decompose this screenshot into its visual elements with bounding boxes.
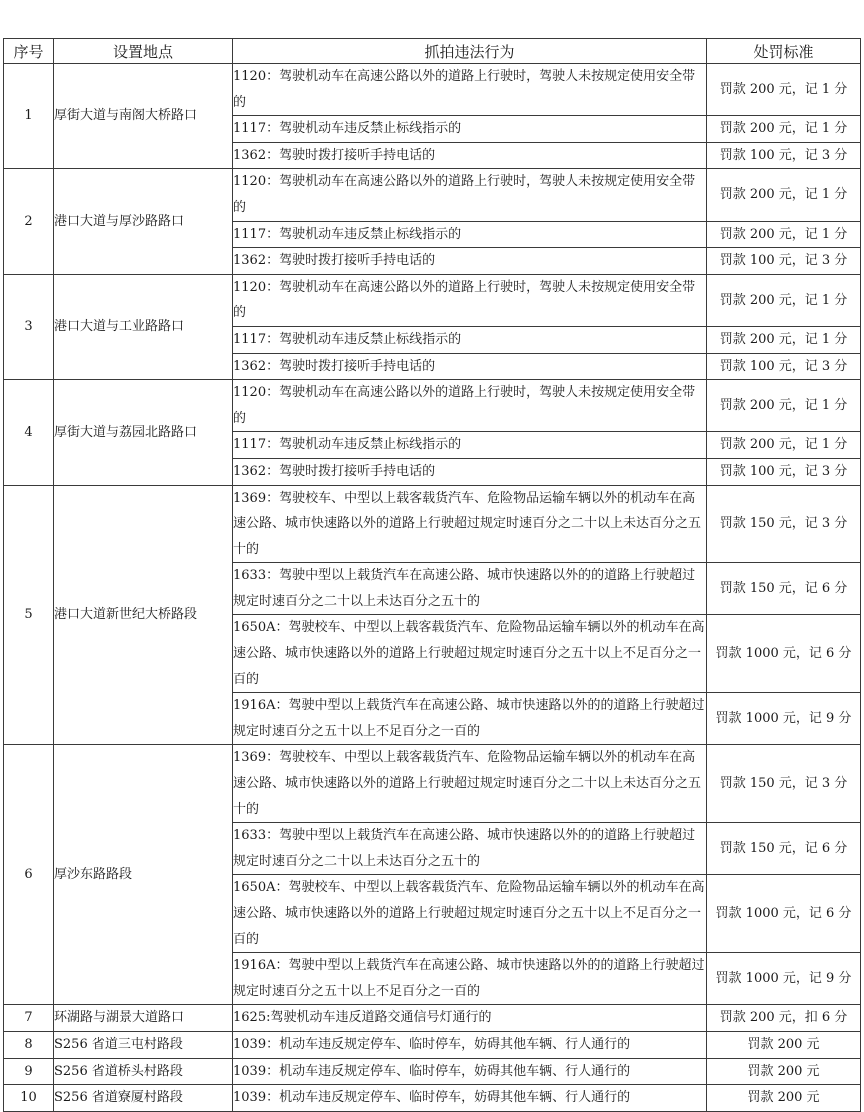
penalty-cell: 罚款 100 元，记 3 分 xyxy=(707,142,861,169)
table-row xyxy=(4,1085,861,1112)
table-row xyxy=(4,485,861,563)
location-cell: 港口大道与厚沙路路口 xyxy=(54,169,233,274)
behavior-cell: 1120：驾驶机动车在高速公路以外的道路上行驶时，驾驶人未按规定使用安全带的 xyxy=(233,64,707,116)
location-cell: 厚街大道与荔园北路路口 xyxy=(54,380,233,485)
behavior-cell: 1362：驾驶时拨打接听手持电话的 xyxy=(233,458,707,485)
penalty-cell: 罚款 200 元 xyxy=(707,1031,861,1058)
header-no: 序号 xyxy=(4,39,54,64)
row-number: 8 xyxy=(4,1031,54,1058)
violation-table xyxy=(3,38,861,1112)
location-cell: 港口大道新世纪大桥路段 xyxy=(54,485,233,745)
location-cell: 环湖路与湖景大道路口 xyxy=(54,1005,233,1032)
penalty-cell: 罚款 200 元 xyxy=(707,1085,861,1112)
behavior-cell: 1117：驾驶机动车违反禁止标线指示的 xyxy=(233,116,707,143)
table-row xyxy=(4,1031,861,1058)
behavior-cell: 1369：驾驶校车、中型以上载客载货汽车、危险物品运输车辆以外的机动车在高速公路、城市快速路以外的道路上行驶超过规定时速百分之二十以上未达百分之五十的 xyxy=(233,485,707,563)
behavior-cell: 1120：驾驶机动车在高速公路以外的道路上行驶时，驾驶人未按规定使用安全带的 xyxy=(233,274,707,326)
penalty-cell: 罚款 200 元 xyxy=(707,1058,861,1085)
behavior-cell: 1117：驾驶机动车违反禁止标线指示的 xyxy=(233,432,707,459)
penalty-cell: 罚款 150 元，记 6 分 xyxy=(707,823,861,875)
header-behavior: 抓拍违法行为 xyxy=(233,39,707,64)
behavior-cell: 1117：驾驶机动车违反禁止标线指示的 xyxy=(233,221,707,248)
row-number: 2 xyxy=(4,169,54,274)
behavior-cell: 1039：机动车违反规定停车、临时停车，妨碍其他车辆、行人通行的 xyxy=(233,1085,707,1112)
penalty-cell: 罚款 1000 元，记 6 分 xyxy=(707,615,861,693)
location-cell: S256 省道寮厦村路段 xyxy=(54,1085,233,1112)
behavior-cell: 1625:驾驶机动车违反道路交通信号灯通行的 xyxy=(233,1005,707,1032)
behavior-cell: 1650A：驾驶校车、中型以上载客载货汽车、危险物品运输车辆以外的机动车在高速公路、城市快速路以外的道路上行驶超过规定时速百分之五十以上不足百分之一百的 xyxy=(233,875,707,953)
table-row xyxy=(4,745,861,823)
penalty-cell: 罚款 1000 元，记 9 分 xyxy=(707,953,861,1005)
header-location: 设置地点 xyxy=(54,39,233,64)
table-row xyxy=(4,380,861,432)
penalty-cell: 罚款 200 元，记 1 分 xyxy=(707,64,861,116)
penalty-cell: 罚款 200 元，记 1 分 xyxy=(707,221,861,248)
penalty-cell: 罚款 100 元，记 3 分 xyxy=(707,458,861,485)
row-number: 4 xyxy=(4,380,54,485)
row-number: 10 xyxy=(4,1085,54,1112)
penalty-cell: 罚款 150 元，记 3 分 xyxy=(707,485,861,563)
behavior-cell: 1362：驾驶时拨打接听手持电话的 xyxy=(233,248,707,275)
behavior-cell: 1039：机动车违反规定停车、临时停车，妨碍其他车辆、行人通行的 xyxy=(233,1058,707,1085)
behavior-cell: 1633：驾驶中型以上载货汽车在高速公路、城市快速路以外的的道路上行驶超过规定时速百分之二十以上未达百分之五十的 xyxy=(233,823,707,875)
row-number: 5 xyxy=(4,485,54,745)
penalty-cell: 罚款 200 元，记 1 分 xyxy=(707,274,861,326)
location-cell: S256 省道桥头村路段 xyxy=(54,1058,233,1085)
behavior-cell: 1362：驾驶时拨打接听手持电话的 xyxy=(233,353,707,380)
location-cell: 厚街大道与南阁大桥路口 xyxy=(54,64,233,169)
penalty-cell: 罚款 200 元，扣 6 分 xyxy=(707,1005,861,1032)
row-number: 1 xyxy=(4,64,54,169)
table-row xyxy=(4,1058,861,1085)
table-row xyxy=(4,169,861,221)
row-number: 6 xyxy=(4,745,54,1005)
header-penalty: 处罚标准 xyxy=(707,39,861,64)
behavior-cell: 1650A：驾驶校车、中型以上载客载货汽车、危险物品运输车辆以外的机动车在高速公路、城市快速路以外的道路上行驶超过规定时速百分之五十以上不足百分之一百的 xyxy=(233,615,707,693)
penalty-cell: 罚款 150 元，记 3 分 xyxy=(707,745,861,823)
table-row xyxy=(4,274,861,326)
table-row xyxy=(4,1005,861,1032)
row-number: 3 xyxy=(4,274,54,379)
location-cell: 港口大道与工业路路口 xyxy=(54,274,233,379)
behavior-cell: 1362：驾驶时拨打接听手持电话的 xyxy=(233,142,707,169)
penalty-cell: 罚款 150 元，记 6 分 xyxy=(707,563,861,615)
behavior-cell: 1633：驾驶中型以上载货汽车在高速公路、城市快速路以外的的道路上行驶超过规定时速百分之二十以上未达百分之五十的 xyxy=(233,563,707,615)
behavior-cell: 1117：驾驶机动车违反禁止标线指示的 xyxy=(233,326,707,353)
behavior-cell: 1120：驾驶机动车在高速公路以外的道路上行驶时，驾驶人未按规定使用安全带的 xyxy=(233,169,707,221)
location-cell: S256 省道三屯村路段 xyxy=(54,1031,233,1058)
penalty-cell: 罚款 100 元，记 3 分 xyxy=(707,353,861,380)
behavior-cell: 1369：驾驶校车、中型以上载客载货汽车、危险物品运输车辆以外的机动车在高速公路、城市快速路以外的道路上行驶超过规定时速百分之二十以上未达百分之五十的 xyxy=(233,745,707,823)
penalty-cell: 罚款 1000 元，记 6 分 xyxy=(707,875,861,953)
penalty-cell: 罚款 1000 元，记 9 分 xyxy=(707,693,861,745)
penalty-cell: 罚款 200 元，记 1 分 xyxy=(707,116,861,143)
location-cell: 厚沙东路路段 xyxy=(54,745,233,1005)
behavior-cell: 1916A：驾驶中型以上载货汽车在高速公路、城市快速路以外的的道路上行驶超过规定时速百分之五十以上不足百分之一百的 xyxy=(233,693,707,745)
penalty-cell: 罚款 100 元，记 3 分 xyxy=(707,248,861,275)
behavior-cell: 1916A：驾驶中型以上载货汽车在高速公路、城市快速路以外的的道路上行驶超过规定时速百分之五十以上不足百分之一百的 xyxy=(233,953,707,1005)
table-header-row xyxy=(4,39,861,64)
row-number: 7 xyxy=(4,1005,54,1032)
penalty-cell: 罚款 200 元，记 1 分 xyxy=(707,380,861,432)
row-number: 9 xyxy=(4,1058,54,1085)
table-row xyxy=(4,64,861,116)
penalty-cell: 罚款 200 元，记 1 分 xyxy=(707,432,861,459)
penalty-cell: 罚款 200 元，记 1 分 xyxy=(707,169,861,221)
penalty-cell: 罚款 200 元，记 1 分 xyxy=(707,326,861,353)
behavior-cell: 1120：驾驶机动车在高速公路以外的道路上行驶时，驾驶人未按规定使用安全带的 xyxy=(233,380,707,432)
behavior-cell: 1039：机动车违反规定停车、临时停车，妨碍其他车辆、行人通行的 xyxy=(233,1031,707,1058)
